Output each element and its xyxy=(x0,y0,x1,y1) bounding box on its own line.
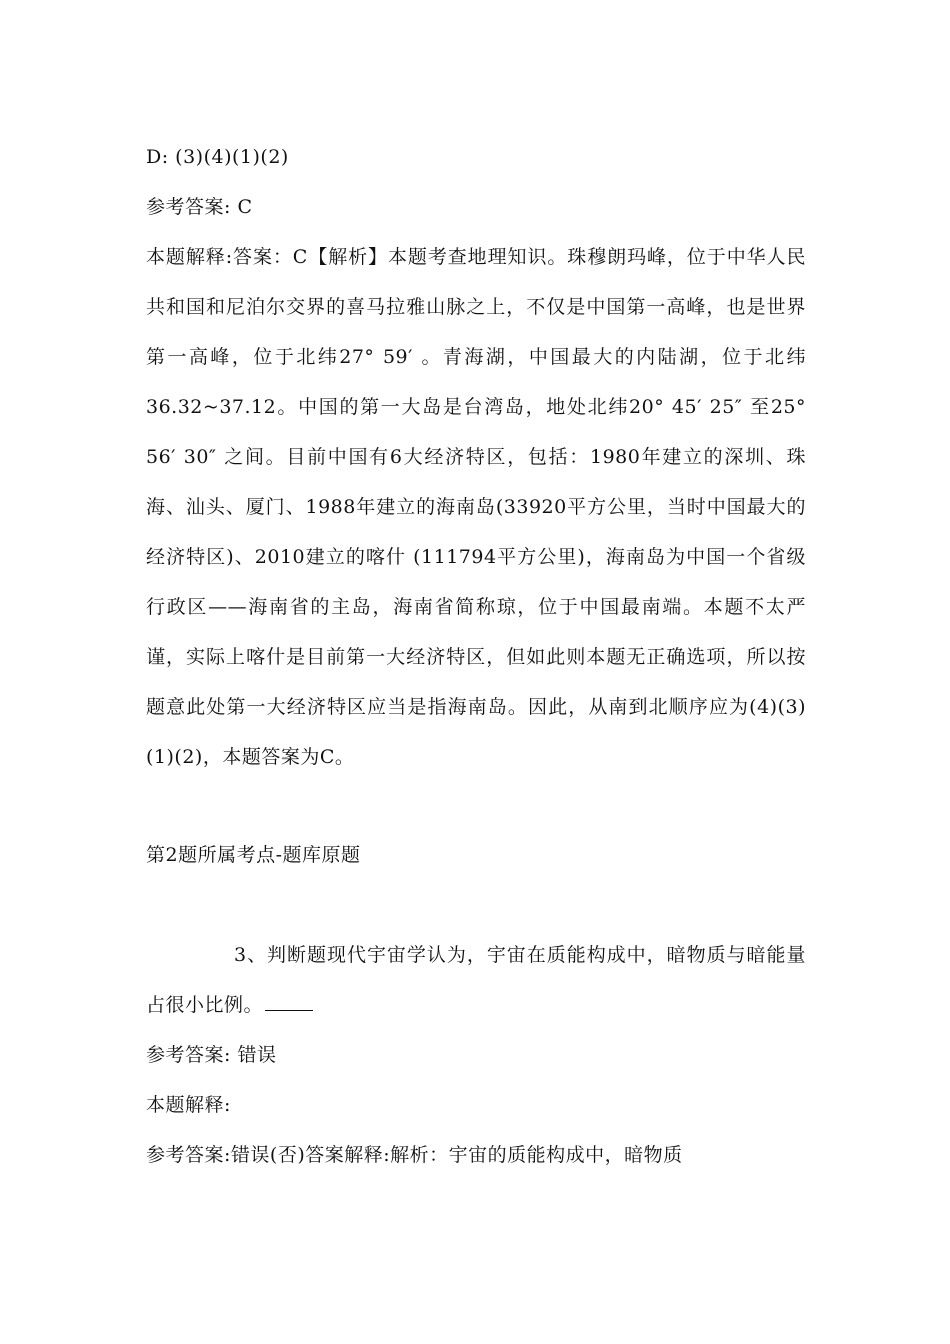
question-3-text: 3、判断题现代宇宙学认为，宇宙在质能构成中，暗物质与暗能量占很小比例。 xyxy=(146,944,806,1016)
question-3 xyxy=(146,930,806,1030)
reference-answer-3: 参考答案: 错误 xyxy=(146,1044,277,1066)
section-title: 第2题所属考点-题库原题 xyxy=(146,844,361,866)
option-d: D: (3)(4)(1)(2) xyxy=(146,146,289,168)
explanation-paragraph-3: 参考答案:错误(否)答案解释:解析：宇宙的质能构成中，暗物质 xyxy=(146,1144,683,1166)
answer-blank xyxy=(265,1009,313,1011)
explanation-paragraph: 本题解释:答案：C【解析】本题考查地理知识。珠穆朗玛峰，位于中华人民共和国和尼泊尔交界的喜马拉雅山脉之上，不仅是中国第一高峰，也是世界第一高峰，位于北纬27° 59′ 。青海湖，中国最大的内陆湖，位于北纬36.32~37.12。中国的第一大岛是台湾岛，地处北纬20° 45′ 25″ 至25° 56′ 30″ 之间。目前中国有6大经济特区，包括：1980年建立的深圳、珠海、汕头、厦门、1988年建立的海南岛(33920平方公里，当时中国最大的经济特区)、2010建立的喀什 (111794平方公里)，海南岛为中国一个省级行政区——海南省的主岛，海南省简称琼，位于中国最南端。本题不太严谨，实际上喀什是目前第一大经济特区，但如此则本题无正确选项，所以按题意此处第一大经济特区应当是指海南岛。因此，从南到北顺序应为(4)(3)(1)(2)，本题答案为C。 xyxy=(146,246,806,768)
reference-answer: 参考答案: C xyxy=(146,196,253,218)
explanation-label-3: 本题解释: xyxy=(146,1094,231,1116)
document-content xyxy=(146,132,806,1180)
